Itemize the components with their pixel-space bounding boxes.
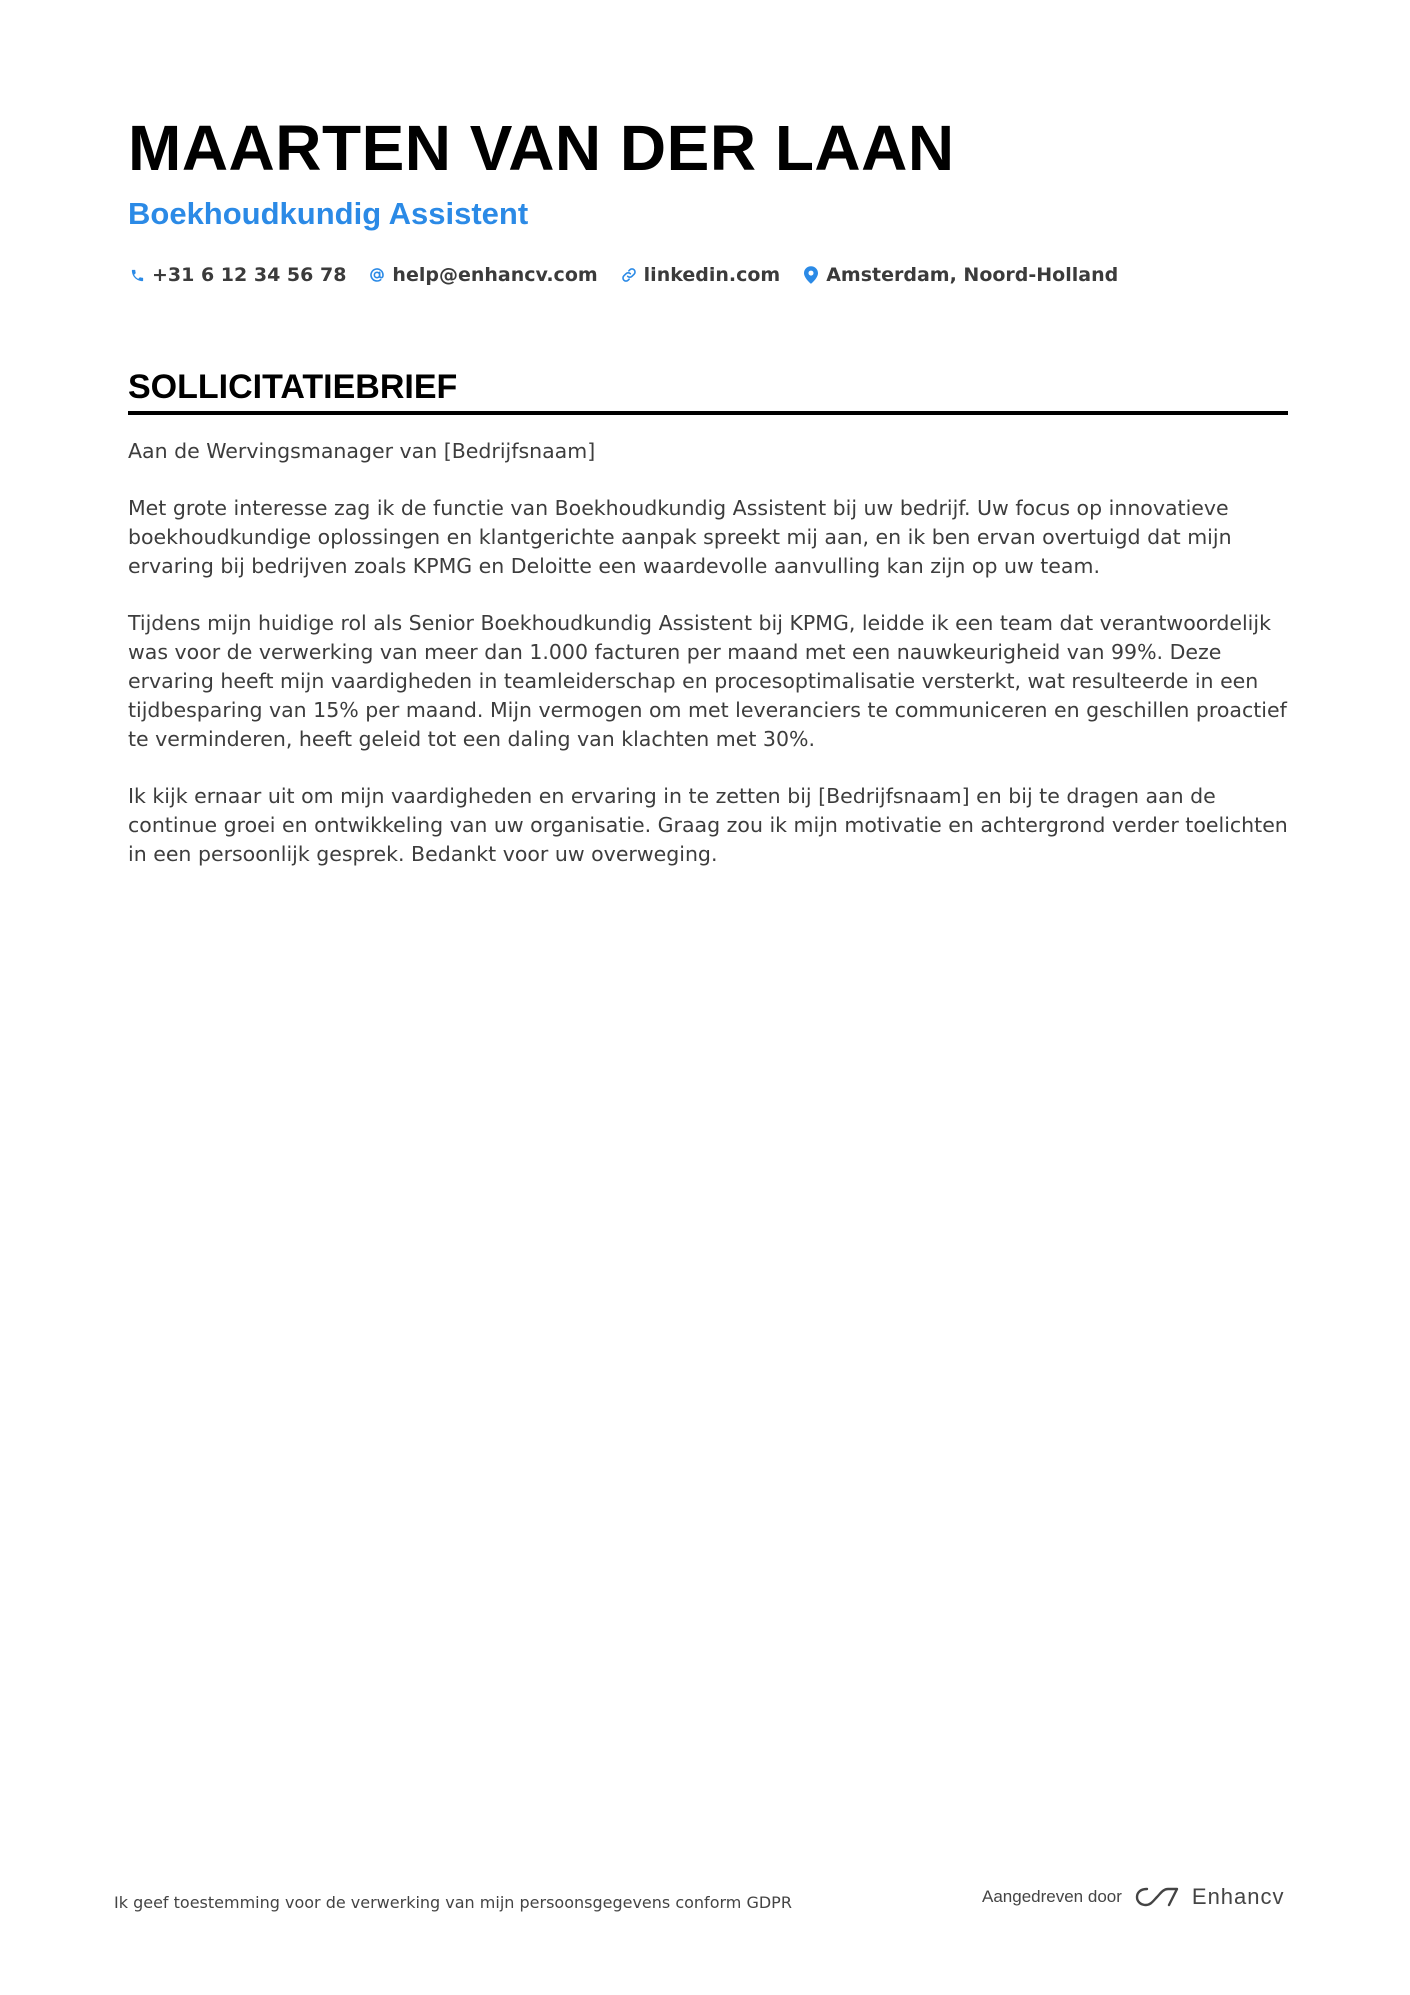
- letter-paragraph: Met grote interesse zag ik de functie van Boekhoudkundig Assistent bij uw bedrijf. Uw focus op innovatieve boekhoudkundige oplossingen en klantgerichte aanpak spreekt mij aan, en ik ben ervan overtuigd dat mijn ervaring bij bedrijven zoals KPMG en Deloitte een waardevolle aanvulling kan zijn op uw team.: [128, 496, 1232, 578]
- powered-by-label: Aangedreven door: [982, 1887, 1122, 1906]
- location-pin-icon: [802, 264, 820, 286]
- header: [128, 108, 1288, 290]
- letter-paragraph: Ik kijk ernaar uit om mijn vaardigheden en ervaring in te zetten bij [Bedrijfsnaam] en bij te dragen aan de continue groei en ontwikkeling van uw organisatie. Graag zou ik mijn motivatie en achtergrond verder toelichten in een persoonlijk gesprek. Bedankt voor uw overweging.: [128, 784, 1288, 866]
- candidate-name: MAARTEN VAN DER LAAN: [128, 112, 955, 184]
- contact-info: [128, 260, 1288, 290]
- letter-paragraph: Tijdens mijn huidige rol als Senior Boekhoudkundig Assistent bij KPMG, leidde ik een team dat verantwoordelijk was voor de verwerking van meer dan 1.000 facturen per maand met een nauwkeurigheid van 99%. Deze ervaring heeft mijn vaardigheden in teamleiderschap en procesoptimalisatie versterkt, wat resulteerde in een tijdbesparing van 15% per maand. Mijn vermogen om met leveranciers te communiceren en geschillen proactief te verminderen, heeft geleid tot een daling van klachten met 30%.: [128, 611, 1287, 751]
- powered-by[interactable]: [982, 1884, 1285, 1910]
- contact-location-text: Amsterdam, Noord-Holland: [826, 264, 1119, 286]
- letter-section: [128, 365, 1288, 897]
- salutation: Aan de Wervingsmanager van [Bedrijfsnaam]: [128, 439, 596, 463]
- contact-email[interactable]: [368, 264, 597, 286]
- at-icon: [368, 264, 386, 286]
- job-title: Boekhoudkundig Assistent: [128, 196, 529, 231]
- letter-body: [128, 437, 1288, 869]
- enhancv-brand: Enhancv: [1191, 1884, 1285, 1909]
- gdpr-consent: Ik geef toestemming voor de verwerking van mijn persoonsgegevens conform GDPR: [114, 1893, 792, 1912]
- section-heading: SOLLICITATIEBRIEF: [128, 365, 1288, 415]
- enhancv-logo-icon: [1134, 1885, 1180, 1909]
- contact-location: [802, 264, 1118, 286]
- contact-linkedin-text: linkedin.com: [643, 264, 781, 286]
- contact-phone-text: +31 6 12 34 56 78: [152, 264, 347, 286]
- link-icon: [620, 264, 638, 286]
- contact-linkedin[interactable]: [620, 264, 781, 286]
- contact-phone: [128, 264, 346, 286]
- contact-email-text: help@enhancv.com: [392, 264, 598, 286]
- phone-icon: [128, 264, 146, 286]
